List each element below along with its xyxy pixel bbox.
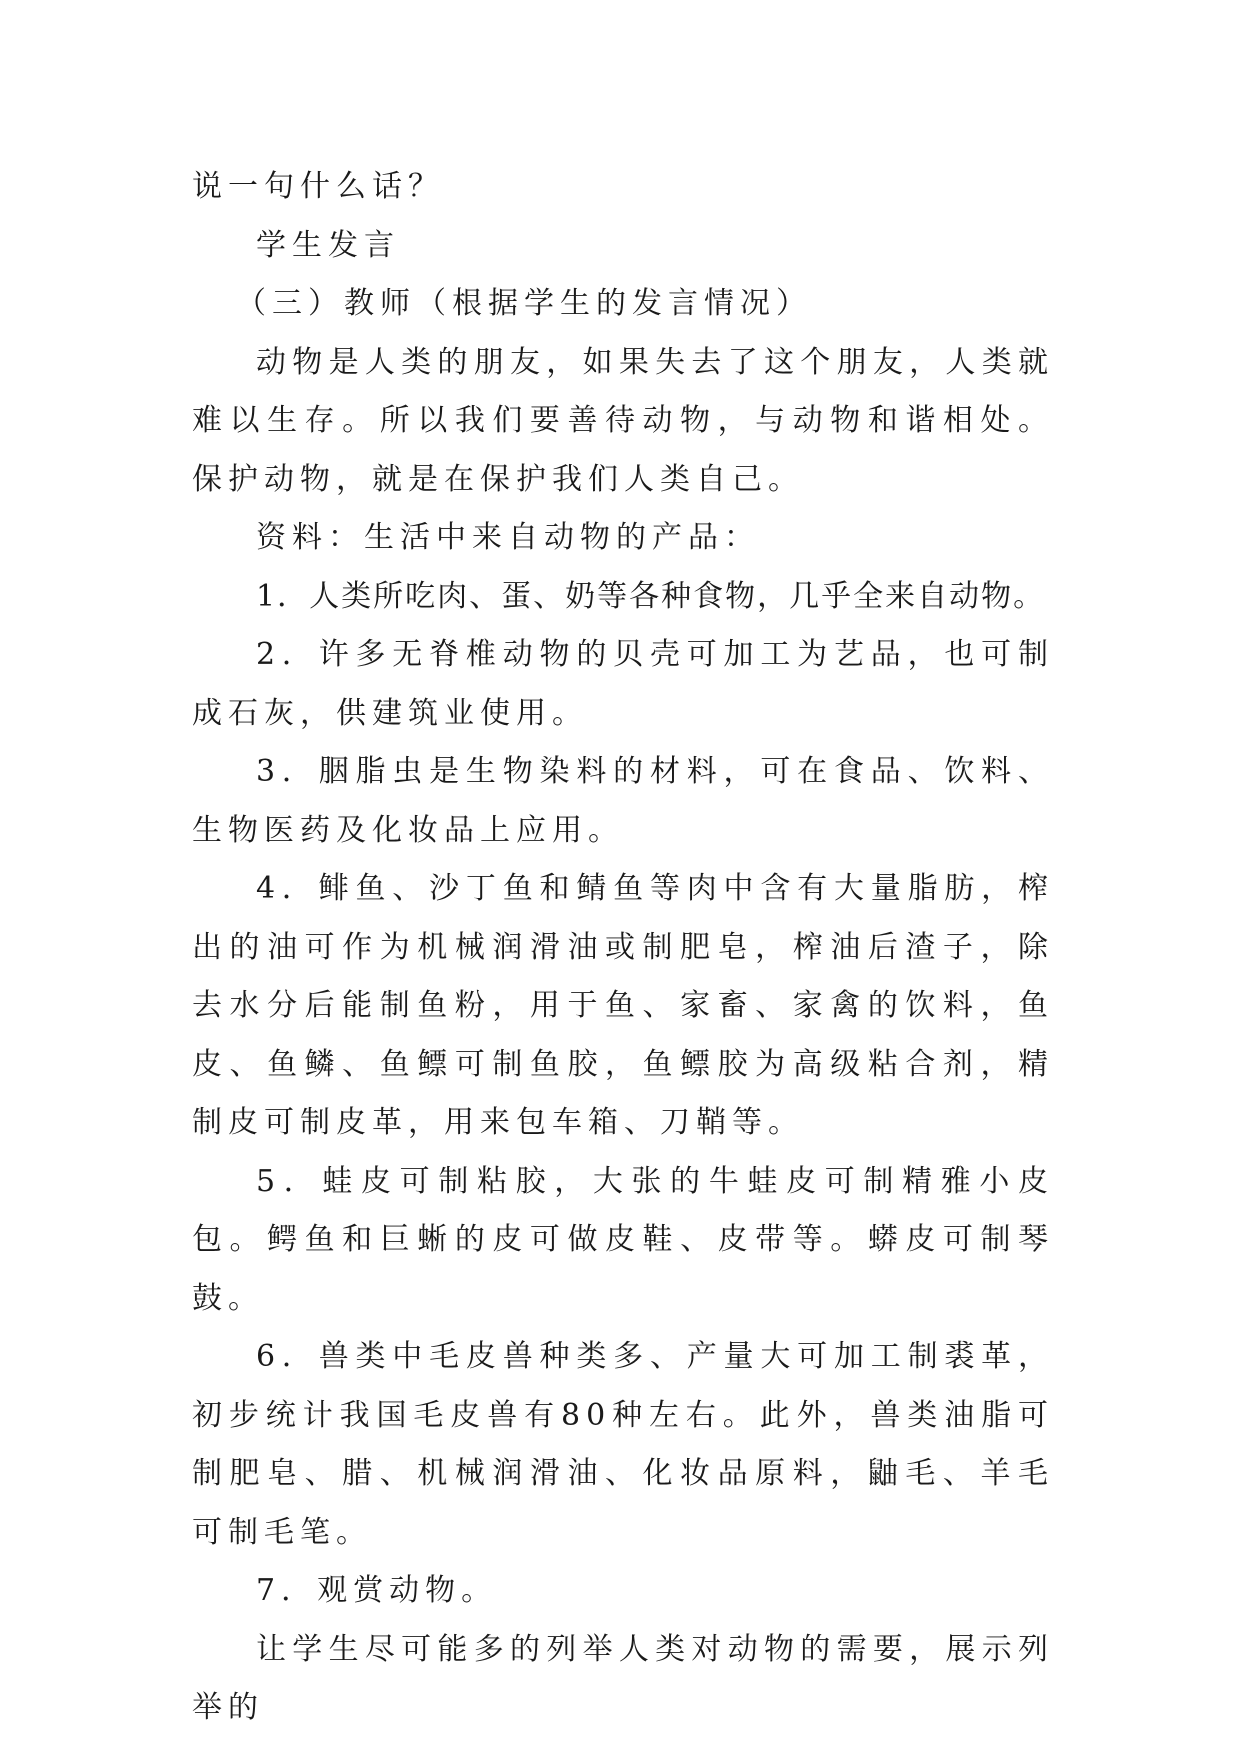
list-item-5: 5．蛙皮可制粘胶，大张的牛蛙皮可制精雅小皮包。鳄鱼和巨蜥的皮可做皮鞋、皮带等。蟒皮可制琴鼓。 — [192, 1163, 1054, 1316]
paragraph-student-listing: 让学生尽可能多的列举人类对动物的需要，展示列举的 — [192, 1631, 1054, 1725]
list-item-2: 2．许多无脊椎动物的贝壳可加工为艺品，也可制成石灰，供建筑业使用。 — [192, 637, 1054, 731]
list-item-7: 7．观赏动物。 — [256, 1573, 498, 1608]
list-item-1: 1．人类所吃肉、蛋、奶等各种食物，几乎全来自动物。 — [256, 578, 1046, 614]
document-body — [192, 158, 1054, 1738]
list-item-4: 4．鲱鱼、沙丁鱼和鲭鱼等肉中含有大量脂肪，榨出的油可作为机械润滑油或制肥皂，榨油后渣子，除去水分后能制鱼粉，用于鱼、家畜、家禽的饮料，鱼皮、鱼鳞、鱼鳔可制鱼胶，鱼鳔胶为高级粘合剂，精制皮可制皮革，用来包车箱、刀鞘等。 — [192, 871, 1054, 1140]
list-item-3: 3．胭脂虫是生物染料的材料，可在食品、饮料、生物医药及化妆品上应用。 — [192, 754, 1054, 848]
paragraph-section-heading: （三）教师（根据学生的发言情况） — [236, 286, 812, 321]
list-item-6: 6．兽类中毛皮兽种类多、产量大可加工制裘革，初步统计我国毛皮兽有80种左右。此外，兽类油脂可制肥皂、腊、机械润滑油、化妆品原料，鼬毛、羊毛可制毛笔。 — [192, 1339, 1054, 1550]
paragraph-student-speech: 学生发言 — [256, 227, 400, 263]
paragraph-materials-heading: 资料：生活中来自动物的产品： — [256, 520, 760, 555]
paragraph-question: 说一句什么话？ — [192, 169, 444, 204]
paragraph-animals-friends: 动物是人类的朋友，如果失去了这个朋友，人类就难以生存。所以我们要善待动物，与动物和谐相处。保护动物，就是在保护我们人类自己。 — [192, 344, 1054, 497]
